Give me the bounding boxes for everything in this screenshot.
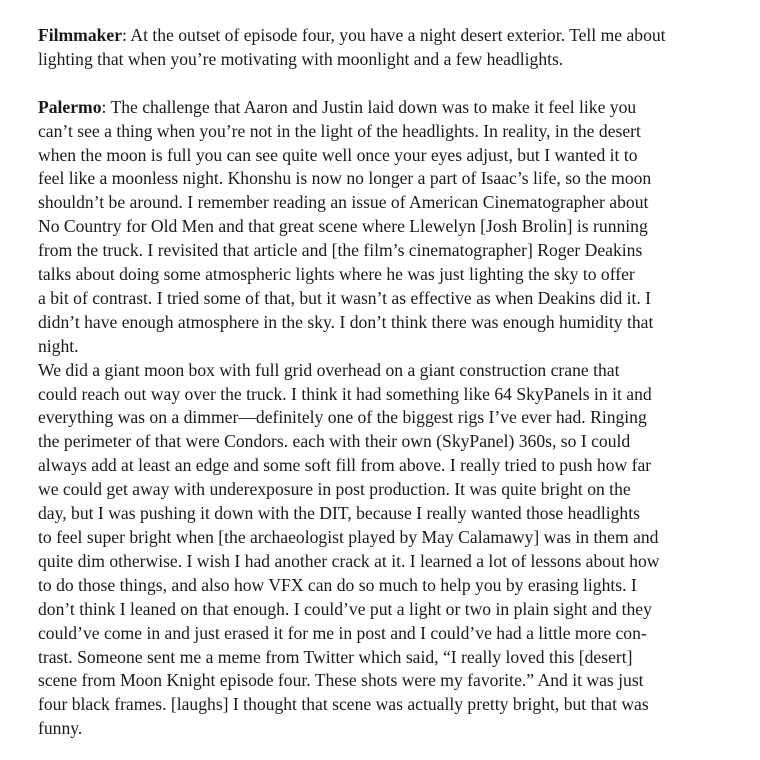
text-line: trast. Someone sent me a meme from Twitter which said, “I really loved this [desert] [38,646,633,667]
text-line: when the moon is full you can see quite well once your eyes adjust, but I wanted it to [38,144,638,165]
text-line: Filmmaker: At the outset of episode four, you have a night desert exterior. Tell me about [38,25,666,45]
paragraph-gap [38,72,738,96]
text-line: scene from Moon Knight episode four. These shots were my favorite.” And it was just [38,670,644,691]
text-line: day, but I was pushing it down with the DIT, because I really wanted those headlights [38,503,640,524]
text-line: a bit of contrast. I tried some of that, but it wasn’t as effective as when Deakins did it. I [38,287,652,308]
text-line: everything was on a dimmer—definitely one of the biggest rigs I’ve ever had. Ringing [38,407,647,428]
text-line: didn’t have enough atmosphere in the sky. I don’t think there was enough humidity that [38,311,654,332]
text-line: lighting that when you’re motivating with moonlight and a few headlights. [38,48,564,69]
text-line: to do those things, and also how VFX can do so much to help you by erasing lights. I [38,574,637,595]
text-line: could reach out way over the truck. I think it had something like 64 SkyPanels in it and [38,383,652,404]
text-line: quite dim otherwise. I wish I had another crack at it. I learned a lot of lessons about how [38,550,660,571]
text-line: feel like a moonless night. Khonshu is now no longer a part of Isaac’s life, so the moon [38,168,652,189]
text-line: funny. [38,718,83,739]
interview-text [38,24,738,741]
answer-paragraph [38,96,738,359]
text-line: can’t see a thing when you’re not in the light of the headlights. In reality, in the desert [38,120,641,141]
text-line: No Country for Old Men and that great scene where Llewelyn [Josh Brolin] is running [38,216,648,237]
speaker-label: Filmmaker [38,25,123,45]
text-line: the perimeter of that were Condors. each with their own (SkyPanel) 360s, so I could [38,431,631,452]
text-line: always add at least an edge and some soft fill from above. I really tried to push how far [38,455,652,476]
text-line: night. [38,335,79,356]
text-line: We did a giant moon box with full grid overhead on a giant construction crane that [38,359,620,380]
text-line: shouldn’t be around. I remember reading an issue of American Cinematographer about [38,192,649,213]
speaker-label: Palermo [38,96,102,117]
question-paragraph [38,24,738,72]
text-line: we could get away with underexposure in post production. It was quite bright on the [38,479,631,500]
text-line: from the truck. I revisited that article and [the film’s cinematographer] Roger Deakins [38,240,643,261]
answer-paragraph [38,359,738,742]
text-line: four black frames. [laughs] I thought that scene was actually pretty bright, but that was [38,694,649,715]
text-line: to feel super bright when [the archaeologist played by May Calamawy] was in them and [38,527,659,548]
text-line: don’t think I leaned on that enough. I could’ve put a light or two in plain sight and they [38,598,652,619]
text-line: talks about doing some atmospheric lights where he was just lighting the sky to offer [38,264,635,285]
text-line: could’ve come in and just erased it for me in post and I could’ve had a little more con- [38,622,647,643]
text-line: Palermo: The challenge that Aaron and Justin laid down was to make it feel like you [38,96,637,117]
